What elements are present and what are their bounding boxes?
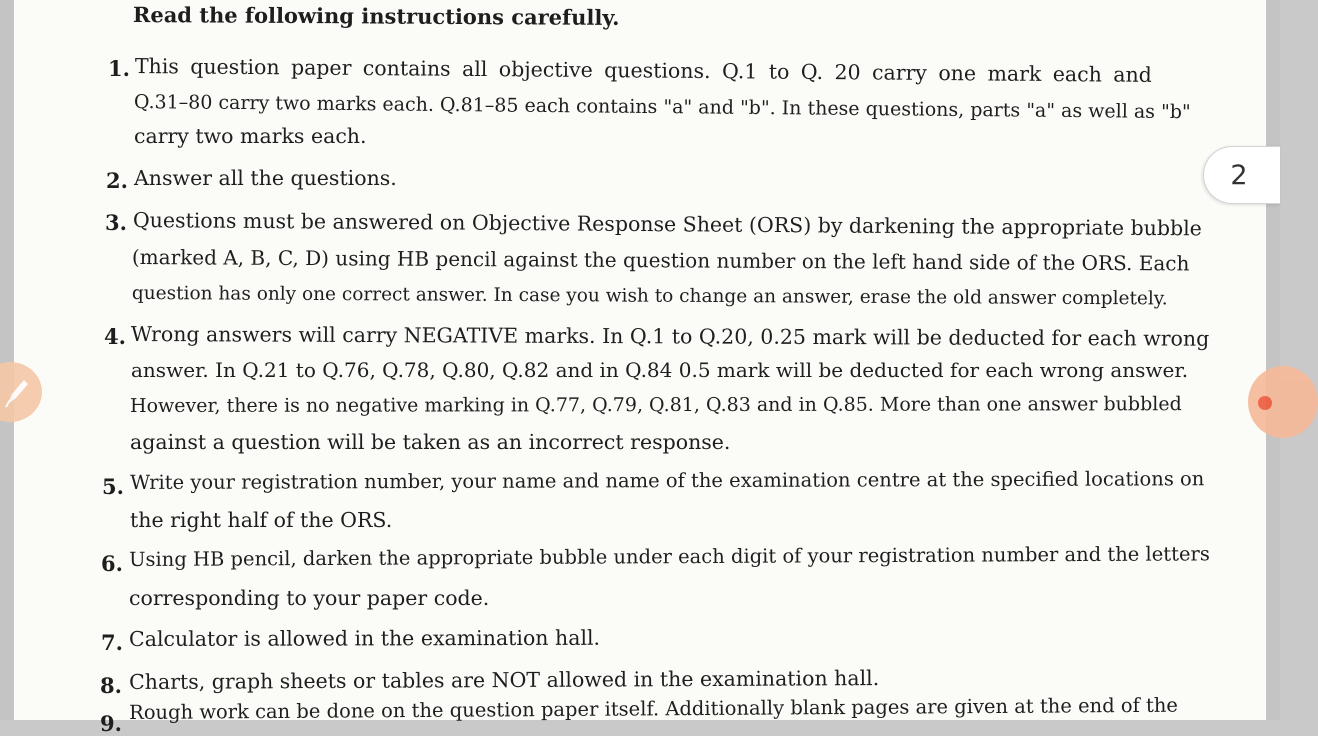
floating-record-button[interactable] [1248, 366, 1318, 438]
instruction-line: question has only one correct answer. In case you wish to change an answer, erase the old answer completely. [131, 282, 1168, 310]
instruction-line: carry two marks each. [134, 124, 367, 148]
instruction-number: 3. [105, 210, 127, 235]
instruction-line: Rough work can be done on the question paper itself. Additionally blank pages are given at the end of the [129, 693, 1179, 724]
instruction-line: Charts, graph sheets or tables are NOT allowed in the examination hall. [129, 666, 880, 694]
instruction-line: This question paper contains all objective questions. Q.1 to Q. 20 carry one mark each and [134, 53, 1152, 87]
instruction-number: 9. [100, 711, 122, 736]
record-dot-icon [1258, 396, 1272, 410]
instruction-line: Wrong answers will carry NEGATIVE marks. In Q.1 to Q.20, 0.25 mark will be deducted for each wrong [130, 322, 1210, 351]
pen-icon [4, 374, 30, 408]
instruction-number: 6. [101, 551, 123, 576]
instruction-number: 4. [104, 324, 126, 349]
instruction-number: 7. [101, 630, 123, 655]
instruction-number: 1. [108, 56, 130, 81]
instruction-number: 2. [106, 168, 128, 193]
instruction-number: 5. [102, 474, 124, 499]
instruction-line: corresponding to your paper code. [129, 586, 490, 610]
page-number-indicator[interactable]: 2 [1203, 146, 1280, 204]
instruction-line: answer. In Q.21 to Q.76, Q.78, Q.80, Q.82 and in Q.84 0.5 mark will be deducted for each wrong answer. [131, 358, 1189, 382]
viewer-right-margin [1266, 0, 1280, 720]
instruction-line: Questions must be answered on Objective Response Sheet (ORS) by darkening the appropriate bubble [132, 207, 1202, 241]
instruction-line: However, there is no negative marking in Q.77, Q.79, Q.81, Q.83 and in Q.85. More than one answer bubbled [130, 393, 1182, 417]
instruction-line: against a question will be taken as an incorrect response. [130, 430, 731, 454]
instruction-number: 8. [100, 673, 122, 698]
viewer-left-margin [0, 0, 14, 720]
instruction-line: the right half of the ORS. [130, 508, 393, 532]
instruction-line: Calculator is allowed in the examination hall. [129, 625, 601, 651]
instruction-line: Answer all the questions. [134, 166, 397, 190]
document-page [14, 0, 1266, 736]
instruction-line: Q.31–80 carry two marks each. Q.81–85 each contains "a" and "b". In these questions, parts "a" as well as "b" [133, 90, 1191, 124]
instructions-heading: Read the following instructions carefully. [132, 2, 620, 30]
instruction-line: Write your registration number, your name and name of the examination centre at the specified locations on [130, 467, 1205, 494]
instruction-line: (marked A, B, C, D) using HB pencil against the question number on the left hand side of the ORS. Each [131, 244, 1190, 276]
instruction-line: Using HB pencil, darken the appropriate bubble under each digit of your registration number and the letters [129, 542, 1210, 571]
